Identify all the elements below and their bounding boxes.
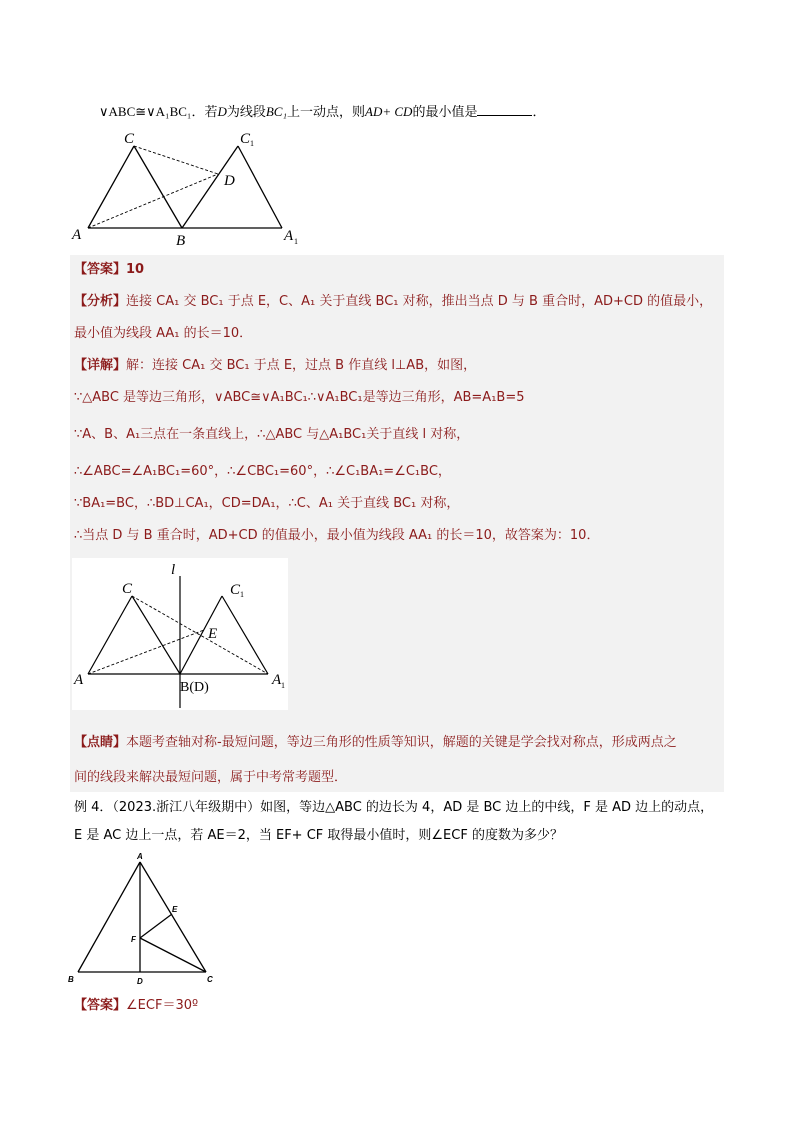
analysis-line-2: 最小值为线段 AA₁ 的长＝10． — [74, 326, 253, 341]
detail-line-4: ∴∠ABC=∠A₁BC₁=60°，∴∠CBC₁=60°，∴∠C₁BA₁=∠C₁BC， — [74, 464, 451, 479]
answer4-tag: 【答案】 — [74, 998, 127, 1013]
stem-seg: BC₁ — [265, 104, 287, 119]
example4-line-2: E 是 AC 边上一点，若 AE＝2，当 EF+ CF 取得最小值时，则∠ECF 的度数为多少？ — [74, 828, 563, 843]
detail-line-6: ∴当点 D 与 B 重合时，AD+CD 的值最小，最小值为线段 AA₁ 的长＝10，故答案为：10． — [74, 528, 600, 543]
analysis-line-1 — [74, 294, 712, 310]
label-D: D — [137, 977, 143, 986]
label-E: E — [172, 905, 178, 914]
label-C: C — [122, 581, 133, 597]
label-C1: C — [240, 131, 251, 147]
label-A1: A — [284, 228, 294, 244]
label-A: A — [72, 227, 82, 243]
comment-text-1: 本题考查轴对称-最短问题，等边三角形的性质等知识，解题的关键是学会找对称点，形成两点之 — [126, 735, 677, 750]
answer-tag: 【答案】 — [74, 262, 127, 277]
comment-line-1 — [74, 735, 677, 751]
stem-prefix: ∨ABC≅∨A₁BC₁．若 — [99, 104, 218, 119]
example4-line-1: 例 4．（2023.浙江八年级期中）如图，等边△ABC 的边长为 4，AD 是 BC 边上的中线，F 是 AD 边上的动点， — [74, 800, 714, 815]
label-C1-sub: 1 — [250, 139, 254, 148]
label-D: D — [224, 173, 235, 189]
figure-triangles-1 — [70, 128, 310, 250]
stem-tail1: 上一动点，则 — [287, 105, 366, 120]
answer-blank — [477, 103, 532, 116]
comment-tag: 【点睛】 — [74, 735, 127, 750]
analysis-tag: 【分析】 — [74, 294, 127, 309]
label-C1-sub: 1 — [240, 590, 244, 599]
label-l: l — [171, 562, 176, 578]
answer-line — [74, 262, 144, 278]
stem-tail2: 的最小值是 — [412, 105, 478, 120]
label-A: A — [137, 852, 143, 861]
detail-line-1 — [74, 358, 476, 374]
label-A: A — [74, 672, 84, 688]
stem-d: D — [217, 104, 227, 119]
label-F: F — [131, 935, 136, 944]
answer4-value: ∠ECF＝30º — [126, 998, 199, 1013]
label-B: B — [176, 233, 186, 249]
stem-end: ． — [532, 105, 546, 120]
stem-mid: 为线段 — [226, 105, 266, 120]
label-C1: C — [230, 582, 241, 598]
comment-line-2: 间的线段来解决最短问题，属于中考常考题型． — [74, 770, 348, 785]
label-A1-sub: 1 — [294, 237, 298, 246]
label-B: B — [68, 975, 74, 984]
label-E: E — [208, 626, 218, 642]
detail-line-2: ∵△ABC 是等边三角形，∨ABC≅∨A₁BC₁∴∨A₁BC₁是等边三角形，AB=A₁B=5 — [74, 390, 525, 405]
label-A1-sub: 1 — [281, 681, 285, 690]
question-stem — [99, 103, 545, 121]
label-A1: A — [272, 672, 282, 688]
figure-triangle-3 — [64, 848, 224, 988]
figure-triangles-2 — [72, 558, 288, 710]
analysis-text-1: 连接 CA₁ 交 BC₁ 于点 E，C、A₁ 关于直线 BC₁ 对称，推出当点 D 与 B 重合时，AD+CD 的值最小， — [126, 294, 713, 309]
detail-tag: 【详解】 — [74, 358, 127, 373]
detail-text-1: 解：连接 CA₁ 交 BC₁ 于点 E，过点 B 作直线 l⊥AB，如图， — [126, 358, 477, 373]
stem-expr: AD+ CD — [365, 104, 413, 119]
answer4-line — [74, 998, 198, 1014]
answer-value: 10 — [126, 262, 145, 277]
label-BD: B(D) — [180, 680, 209, 695]
detail-line-3: ∵A、B、A₁三点在一条直线上，∴△ABC 与△A₁BC₁关于直线 l 对称， — [74, 427, 470, 442]
detail-line-5: ∵BA₁=BC，∴BD⊥CA₁，CD=DA₁，∴C、A₁ 关于直线 BC₁ 对称， — [74, 496, 460, 511]
label-C: C — [124, 131, 135, 147]
label-C: C — [207, 975, 213, 984]
